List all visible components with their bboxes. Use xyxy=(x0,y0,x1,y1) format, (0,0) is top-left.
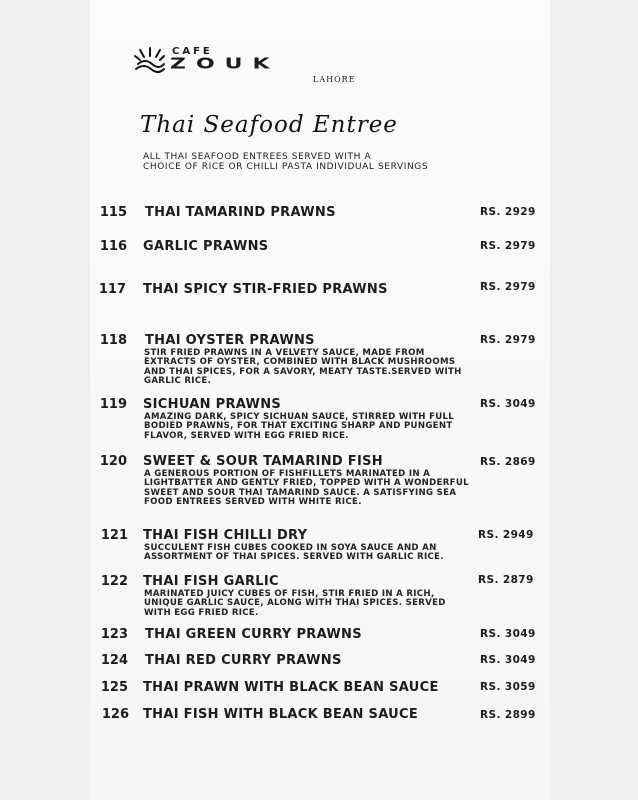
item-number: 125 xyxy=(100,680,128,695)
item-name: THAI TAMARIND PRAWNS xyxy=(145,205,336,220)
logo-cafe-text: CAFE xyxy=(172,46,213,57)
item-number: 121 xyxy=(100,528,128,543)
section-title: Thai Seafood Entree xyxy=(140,112,398,138)
item-description: MARINATED JUICY CUBES OF FISH, STIR FRIED IN A RICH, UNIQUE GARLIC SAUCE, ALONG WITH THAI SPICES. SERVED WITH EGG FRIED RICE. xyxy=(144,589,446,618)
item-description: AMAZING DARK, SPICY SICHUAN SAUCE, STIRRED WITH FULL BODIED PRAWNS, FOR THAT EXCITING SHARP AND PUNGENT FLAVOR, SERVED WITH EGG FRIED RICE. xyxy=(144,412,455,441)
item-price: RS. 2929 xyxy=(480,206,536,218)
item-price: RS. 3049 xyxy=(480,654,536,666)
item-price: RS. 3049 xyxy=(480,398,536,410)
item-price: RS. 3059 xyxy=(480,681,536,693)
item-name: GARLIC PRAWNS xyxy=(143,239,269,254)
item-number: 124 xyxy=(100,653,128,668)
item-number: 118 xyxy=(99,333,127,348)
item-number: 115 xyxy=(99,205,127,220)
item-description: STIR FRIED PRAWNS IN A VELVETY SAUCE, MADE FROM EXTRACTS OF OYSTER, COMBINED WITH BLACK MUSHROOMS AND THAI SPICES, FOR A SAVORY, MEATY TASTE.SERVED WITH GARLIC RICE. xyxy=(144,348,462,386)
subtitle-line-1: ALL THAI SEAFOOD ENTREES SERVED WITH A xyxy=(143,152,372,162)
item-name: THAI FISH GARLIC xyxy=(143,574,279,589)
subtitle-line-2: CHOICE OF RICE OR CHILLI PASTA INDIVIDUAL SERVINGS xyxy=(143,162,429,172)
left-margin xyxy=(0,0,90,800)
section-subtitle xyxy=(143,152,483,172)
item-number: 119 xyxy=(99,397,127,412)
logo-name-text: ZOUK xyxy=(170,55,280,73)
right-margin xyxy=(550,0,638,800)
item-name: THAI FISH CHILLI DRY xyxy=(143,528,308,543)
item-name: THAI SPICY STIR-FRIED PRAWNS xyxy=(143,282,388,297)
item-price: RS. 2979 xyxy=(480,240,536,252)
item-number: 123 xyxy=(100,627,128,642)
item-description: SUCCULENT FISH CUBES COOKED IN SOYA SAUCE AND AN ASSORTMENT OF THAI SPICES. SERVED WITH GARLIC RICE. xyxy=(144,543,444,563)
item-price: RS. 2879 xyxy=(478,574,534,586)
item-number: 116 xyxy=(99,239,127,254)
item-name: THAI RED CURRY PRAWNS xyxy=(145,653,342,668)
cafe-logo xyxy=(132,44,362,94)
sun-wave-logo-icon xyxy=(132,44,166,78)
item-name: THAI GREEN CURRY PRAWNS xyxy=(145,627,362,642)
item-name: SWEET & SOUR TAMARIND FISH xyxy=(143,454,383,469)
item-description: A GENEROUS PORTION OF FISHFILLETS MARINATED IN A LIGHTBATTER AND GENTLY FRIED, TOPPED WITH A WONDERFUL SWEET AND SOUR THAI TAMARIND SAUCE. A SATISFYING SEA FOOD ENTREES SERVED WITH WHITE RICE. xyxy=(144,469,469,507)
item-name: SICHUAN PRAWNS xyxy=(143,397,282,412)
item-name: THAI FISH WITH BLACK BEAN SAUCE xyxy=(143,707,419,722)
item-price: RS. 2979 xyxy=(480,334,536,346)
item-price: RS. 2869 xyxy=(480,456,536,468)
item-price: RS. 2949 xyxy=(478,529,534,541)
item-price: RS. 2979 xyxy=(480,281,536,293)
item-number: 120 xyxy=(99,454,127,469)
item-price: RS. 3049 xyxy=(480,628,536,640)
item-price: RS. 2899 xyxy=(480,709,536,721)
item-number: 122 xyxy=(100,574,128,589)
item-number: 126 xyxy=(101,707,129,722)
logo-city-text: LAHORE xyxy=(313,75,356,84)
item-name: THAI OYSTER PRAWNS xyxy=(145,333,315,348)
item-number: 117 xyxy=(98,282,126,297)
item-name: THAI PRAWN WITH BLACK BEAN SAUCE xyxy=(143,680,439,695)
